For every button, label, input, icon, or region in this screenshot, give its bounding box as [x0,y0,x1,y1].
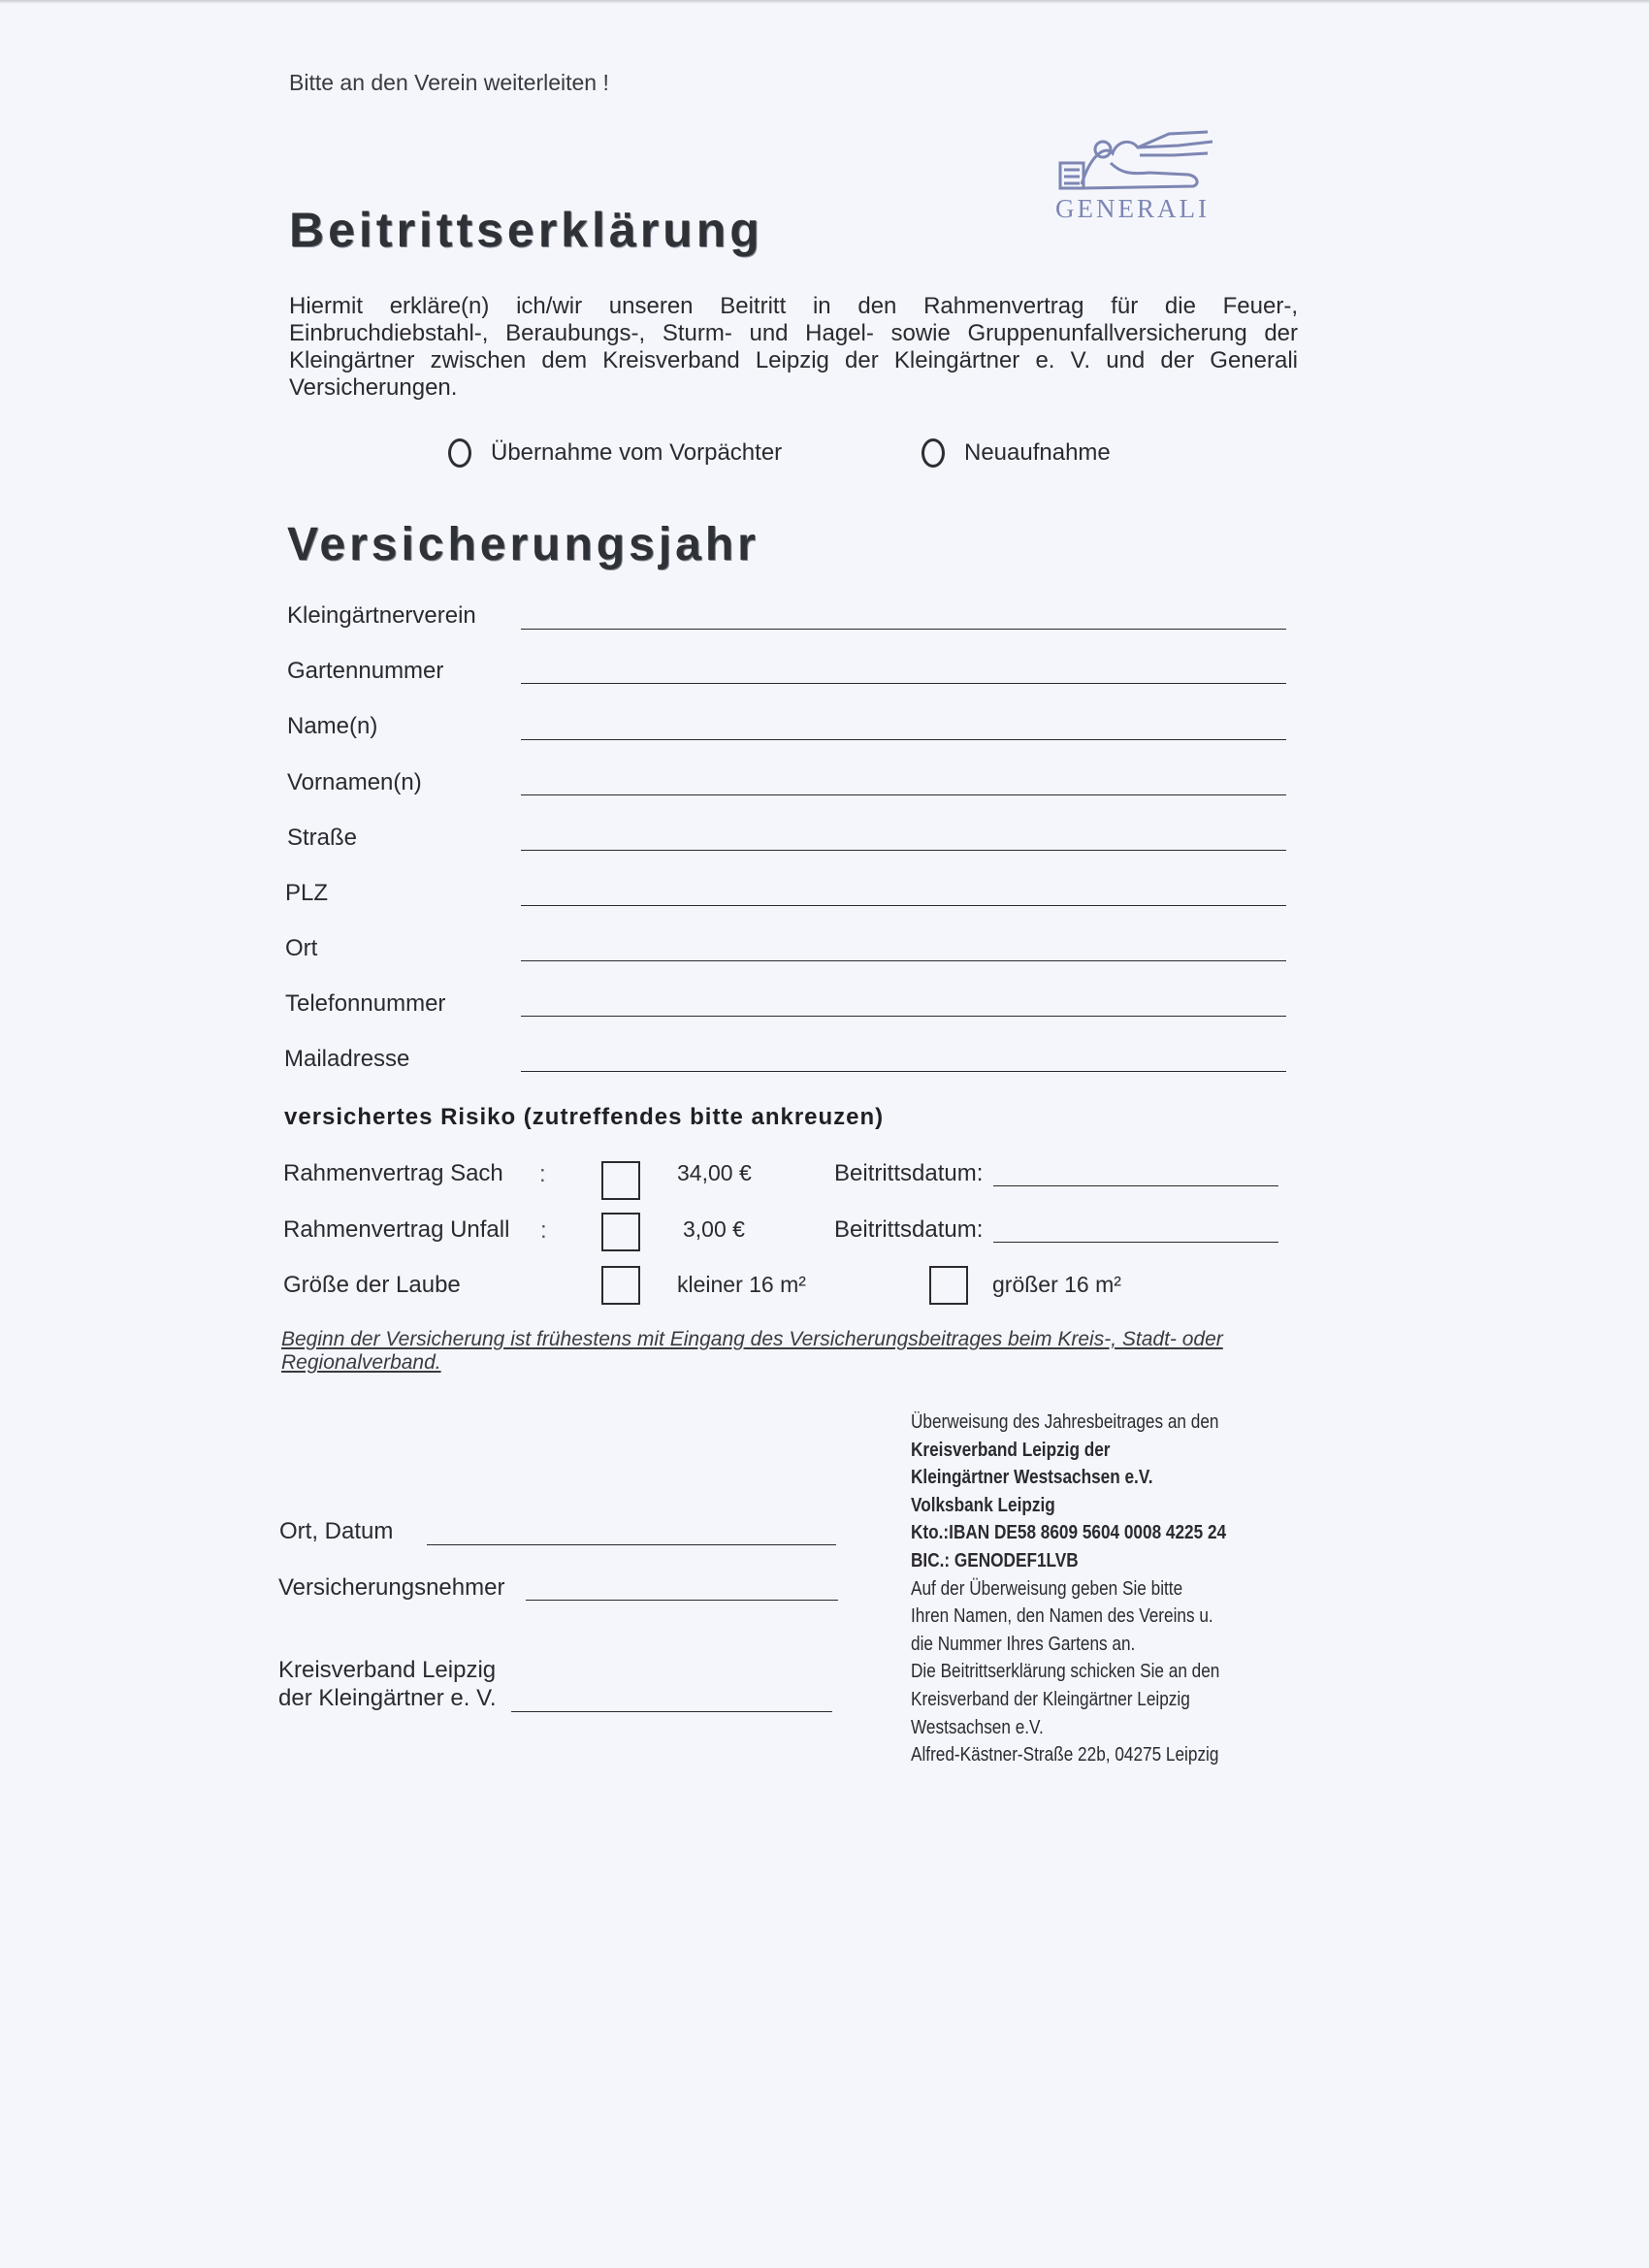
payment-info-iban: Kto.:IBAN DE58 8609 5604 0008 4225 24 [911,1522,1227,1544]
payment-info-line: Auf der Überweisung geben Sie bitte [911,1577,1183,1600]
page-top-edge [0,0,1649,4]
price-accident: 3,00 € [683,1216,745,1242]
field-label-email: Mailadresse [284,1046,410,1072]
field-label-zip: PLZ [285,880,329,906]
checkbox-accident[interactable] [601,1213,640,1251]
arbor-large-label: größer 16 m² [992,1272,1121,1297]
page-title: Beitrittserklärung [289,203,763,257]
option-new-admission[interactable] [922,438,1111,468]
policyholder-line[interactable] [526,1600,838,1601]
field-label-name: Name(n) [287,713,378,739]
entry-date-line-accident[interactable] [993,1242,1278,1243]
field-line-phone[interactable] [521,1016,1286,1017]
field-label-phone: Telefonnummer [285,990,446,1017]
place-date-label: Ort, Datum [279,1518,394,1544]
payment-info [911,1409,1311,1769]
arbor-small-label: kleiner 16 m² [677,1272,806,1297]
field-label-first-name: Vornamen(n) [287,769,422,795]
generali-logo-text: GENERALI [1055,194,1210,223]
payment-info-line: Kleingärtner Westsachsen e.V. [911,1467,1153,1489]
payment-info-bic: BIC.: GENODEF1LVB [911,1549,1079,1571]
entry-date-line-property[interactable] [993,1185,1278,1186]
entry-date-label-property: Beitrittsdatum: [834,1160,984,1186]
new-admission-label: Neuaufnahme [964,439,1111,466]
field-line-city[interactable] [521,960,1286,961]
field-line-email[interactable] [521,1071,1286,1072]
option-takeover[interactable] [448,438,782,468]
checkbox-property[interactable] [601,1161,640,1200]
price-property: 34,00 € [677,1160,752,1185]
field-label-association: Kleingärtnerverein [287,602,476,629]
insurance-year-title: Versicherungsjahr [287,519,760,570]
checkbox-arbor-large[interactable] [929,1266,968,1305]
intro-paragraph: Hiermit erkläre(n) ich/wir unseren Beitritt in den Rahmenvertrag für die Feuer-, Einbruchdiebstahl-, Beraubungs-, Sturm- und Hagel- sowie Gruppenunfallversicherung der Kleingärtner zwischen dem Kreisverband Leipzig der Kleingärtner e. V. und der Generali Versicherungen. [289,293,1298,401]
field-line-garden-number[interactable] [521,683,1286,684]
payment-info-line: Westsachsen e.V. [911,1716,1044,1738]
field-line-name[interactable] [521,739,1286,740]
association-signature-line[interactable] [511,1711,832,1712]
takeover-label: Übernahme vom Vorpächter [491,439,783,466]
entry-date-label-accident: Beitrittsdatum: [834,1216,984,1243]
payment-info-line: die Nummer Ihres Gartens an. [911,1633,1136,1655]
payment-info-line: Kreisverband der Kleingärtner Leipzig [911,1688,1190,1710]
new-admission-radio[interactable] [922,438,945,468]
risk-colon-accident: : [540,1217,547,1244]
payment-info-line: Kreisverband Leipzig der [911,1439,1111,1461]
checkbox-arbor-small[interactable] [601,1266,640,1305]
risk-colon-property: : [539,1161,546,1187]
association-label-line1: Kreisverband Leipzig [278,1657,497,1683]
insurance-start-note: Beginn der Versicherung ist frühestens mit Eingang des Versicherungsbeitrages beim Kreis-, Stadt- oder Regionalverband. [281,1328,1223,1374]
place-date-line[interactable] [427,1544,836,1545]
arbor-size-label: Größe der Laube [283,1272,461,1298]
risk-label-accident: Rahmenvertrag Unfall [283,1216,510,1243]
policyholder-label: Versicherungsnehmer [278,1574,505,1601]
payment-info-line: Überweisung des Jahresbeitrages an den [911,1411,1219,1433]
payment-info-line: Volksbank Leipzig [911,1494,1055,1516]
field-line-association[interactable] [521,629,1286,630]
field-line-street[interactable] [521,850,1286,851]
takeover-radio[interactable] [448,438,471,468]
field-label-city: Ort [285,935,318,961]
payment-info-line: Ihren Namen, den Namen des Vereins u. [911,1605,1213,1628]
risk-label-property: Rahmenvertrag Sach [283,1160,503,1186]
risk-heading: versichertes Risiko (zutreffendes bitte ankreuzen) [284,1104,885,1130]
forward-note: Bitte an den Verein weiterleiten ! [289,70,609,95]
field-line-zip[interactable] [521,905,1286,906]
field-line-first-name[interactable] [521,794,1286,795]
field-label-garden-number: Gartennummer [287,658,444,684]
association-label-line2: der Kleingärtner e. V. [278,1685,497,1711]
payment-info-address: Alfred-Kästner-Straße 22b, 04275 Leipzig [911,1744,1219,1766]
field-label-street: Straße [287,825,358,851]
payment-info-line: Die Beitrittserklärung schicken Sie an den [911,1661,1220,1683]
